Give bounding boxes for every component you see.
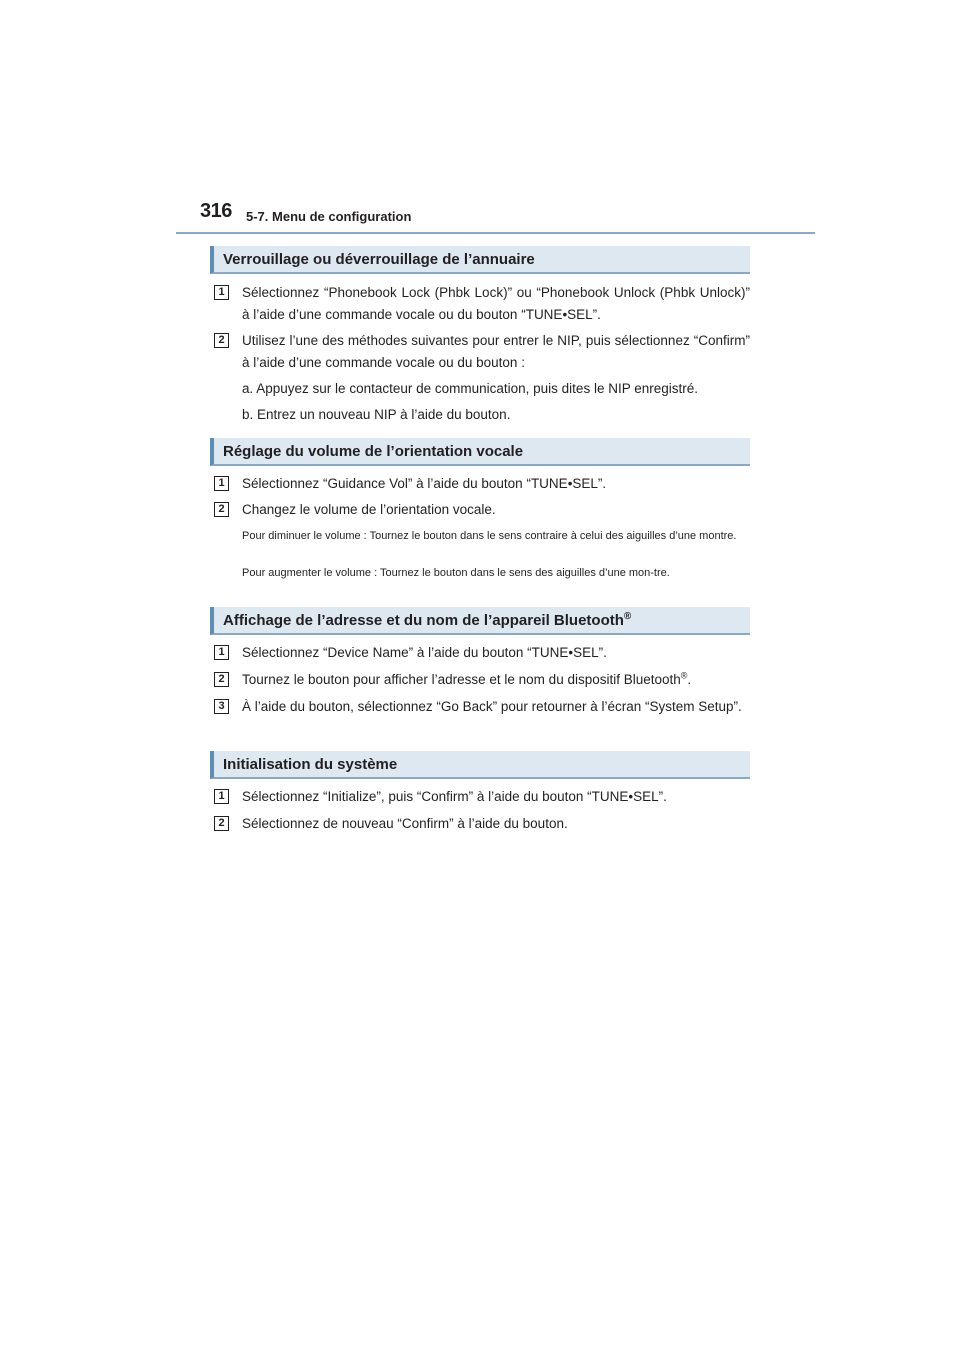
section-heading-text: Initialisation du système	[223, 756, 398, 773]
step-item	[210, 499, 750, 521]
step-item	[210, 813, 750, 835]
step-text: Sélectionnez de nouveau “Confirm” à l’aide du bouton.	[242, 816, 568, 831]
step-number-badge: 2	[214, 502, 229, 517]
step-number-badge: 2	[214, 816, 229, 831]
section-heading-voice-volume	[210, 438, 750, 466]
step-text-tail: .	[687, 672, 692, 687]
chapter-title: 5-7. Menu de configuration	[246, 209, 412, 224]
note-text: Pour diminuer le volume : Tournez le bouton dans le sens contraire à celui des aiguilles d’une montre.	[242, 530, 737, 542]
step-item	[210, 642, 750, 664]
section-heading-text: Verrouillage ou déverrouillage de l’annuaire	[223, 251, 535, 268]
section-heading-text: Affichage de l’adresse et du nom de l’appareil Bluetooth	[223, 612, 624, 629]
section-heading-text: Réglage du volume de l’orientation vocale	[223, 443, 524, 460]
step-number-badge: 3	[214, 699, 229, 714]
registered-mark: ®	[623, 611, 632, 622]
step-text: Sélectionnez “Device Name” à l’aide du bouton “TUNE•SEL”.	[242, 645, 607, 660]
step-number-badge: 1	[214, 645, 229, 660]
step-text-main: Tournez le bouton pour afficher l’adresse et le nom du dispositif Bluetooth	[242, 672, 681, 687]
step-item	[210, 473, 750, 495]
note-text: Pour augmenter le volume : Tournez le bouton dans le sens des aiguilles d’une mon-tre.	[242, 567, 670, 579]
step-text	[242, 669, 750, 691]
step-item	[210, 282, 750, 326]
step-number-badge: 1	[214, 476, 229, 491]
step-item	[210, 786, 750, 808]
registered-mark: ®	[680, 670, 688, 681]
step-number-badge: 1	[214, 789, 229, 804]
section-heading-system-init	[210, 751, 750, 779]
step-item	[210, 696, 750, 718]
step-text: Sélectionnez “Guidance Vol” à l’aide du bouton “TUNE•SEL”.	[242, 476, 607, 491]
step-text: Utilisez l’une des méthodes suivantes pour entrer le NIP, puis sélectionnez “Confirm” à l’aide d’une commande vocale ou du bouton :	[242, 333, 750, 370]
step-text: Sélectionnez “Initialize”, puis “Confirm” à l’aide du bouton “TUNE•SEL”.	[242, 789, 667, 804]
section-heading-bluetooth	[210, 607, 750, 635]
substep-item: b. Entrez un nouveau NIP à l’aide du bouton.	[242, 407, 511, 422]
step-number-badge: 1	[214, 285, 229, 300]
step-number-badge: 2	[214, 672, 229, 687]
step-item	[210, 330, 750, 374]
page-header	[0, 0, 960, 240]
step-text: À l’aide du bouton, sélectionnez “Go Back” pour retourner à l’écran “System Setup”.	[242, 699, 742, 714]
step-item	[210, 669, 750, 691]
page-number: 316	[200, 200, 232, 222]
substep-item: a. Appuyez sur le contacteur de communication, puis dites le NIP enregistré.	[242, 381, 698, 396]
header-divider	[176, 232, 815, 234]
section-heading-phonebook-lock	[210, 246, 750, 274]
step-text: Sélectionnez “Phonebook Lock (Phbk Lock)” ou “Phonebook Unlock (Phbk Unlock)” à l’aide d’une commande vocale ou du bouton “TUNE•SEL”.	[242, 285, 750, 322]
step-text: Changez le volume de l’orientation vocale.	[242, 502, 496, 517]
step-number-badge: 2	[214, 333, 229, 348]
